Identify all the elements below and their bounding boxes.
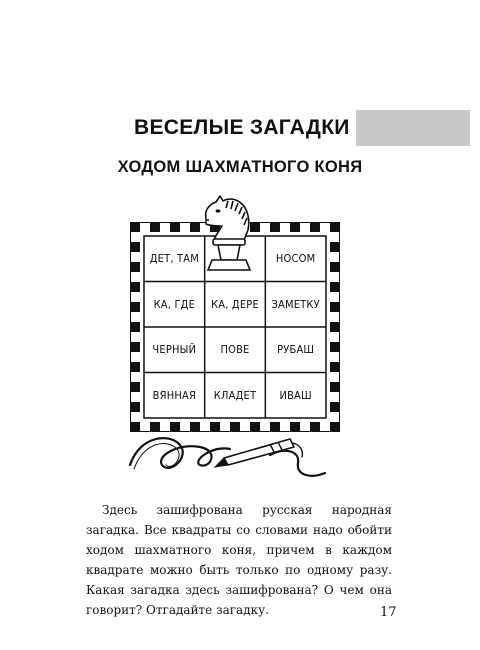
board-cell-word: КЛАДЕТ [213, 388, 257, 402]
section-subtitle: ХОДОМ ШАХМАТНОГО КОНЯ [117, 158, 363, 176]
chess-knight-icon [198, 190, 260, 274]
border-checker-square [330, 362, 340, 372]
border-checker-square [330, 222, 340, 232]
border-checker-square [130, 222, 140, 232]
border-checker-square [330, 242, 340, 252]
border-checker-square [290, 222, 300, 232]
border-checker-square [130, 282, 140, 292]
border-checker-square [330, 262, 340, 272]
board-cell-word: КА, ГДЕ [153, 297, 196, 311]
border-checker-square [130, 362, 140, 372]
riddle-paragraph: Здесь зашифрована русская народная загадка. Все квадраты со словами надо обойти ходом шахматного коня, причем в каждом квадрате можно быть только по одному разу. Какая загадка здесь зашифрована? О чем она говорит? Отгадайте загадку. [86, 503, 392, 617]
chapter-title: ВЕСЕЛЫЕ ЗАГАДКИ [128, 110, 356, 146]
pen-illustration [120, 425, 340, 495]
border-checker-square [330, 302, 340, 312]
border-checker-square [130, 322, 140, 332]
border-checker-square [130, 302, 140, 312]
border-checker-square [150, 222, 160, 232]
border-checker-square [270, 222, 280, 232]
page-number: 17 [380, 605, 397, 620]
board-cell-word: ВЯННАЯ [152, 388, 197, 402]
border-checker-square [330, 342, 340, 352]
board-cell-word: ЧЕРНЫЙ [152, 343, 197, 357]
board-cell-word: ЗАМЕТКУ [271, 297, 320, 311]
border-checker-square [130, 342, 140, 352]
border-checker-square [330, 382, 340, 392]
board-cell-word: ИВАШ [279, 388, 312, 402]
board-cell-word: КА, ДЕРЕ [211, 297, 259, 311]
board-cell-word: НОСОМ [275, 252, 316, 266]
board-cell-word: ДЕТ, ТАМ [149, 252, 199, 266]
border-checker-square [130, 402, 140, 412]
border-checker-square [130, 262, 140, 272]
board-cell-word: РУБАШ [277, 343, 315, 357]
board-cell-word: ПОВЕ [220, 343, 250, 357]
border-checker-square [330, 282, 340, 292]
border-checker-square [130, 382, 140, 392]
border-checker-square [130, 242, 140, 252]
border-checker-square [330, 402, 340, 412]
border-checker-square [310, 222, 320, 232]
border-checker-square [170, 222, 180, 232]
border-checker-square [330, 322, 340, 332]
